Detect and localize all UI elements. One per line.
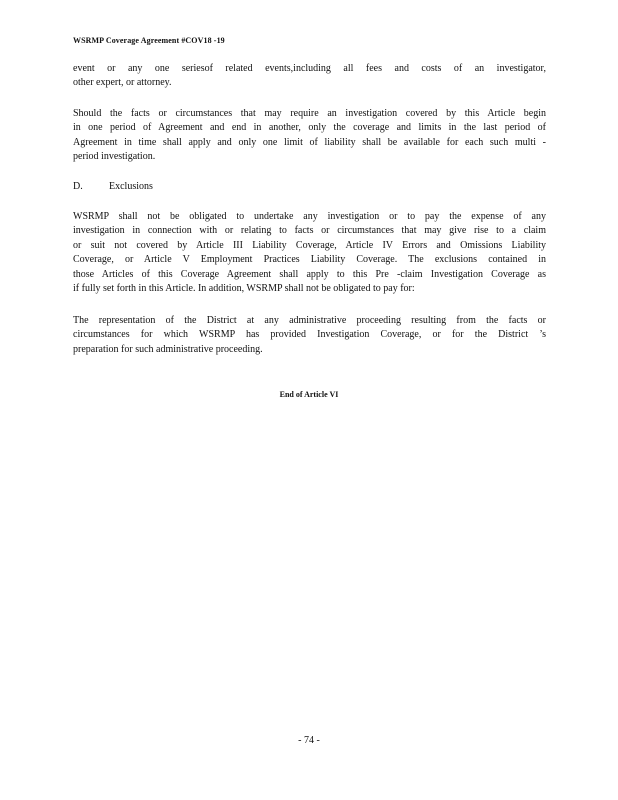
paragraph-line: investigation in connection with or relating to facts or circumstances that may give rise to a claim bbox=[73, 225, 546, 237]
paragraph-line: if fully set forth in this Article. In addition, WSRMP shall not be obligated to pay for: bbox=[73, 283, 415, 295]
section-letter: D. bbox=[73, 181, 83, 192]
paragraph-line: Coverage, or Article V Employment Practices Liability Coverage. The exclusions contained in bbox=[73, 254, 546, 266]
document-header: WSRMP Coverage Agreement #COV18 -19 bbox=[73, 36, 225, 45]
paragraph-line: preparation for such administrative proceeding. bbox=[73, 343, 263, 355]
paragraph-line: circumstances for which WSRMP has provided Investigation Coverage, or for the District ’s bbox=[73, 329, 546, 341]
paragraph-line: WSRMP shall not be obligated to undertake any investigation or to pay the expense of any bbox=[73, 211, 546, 222]
paragraph-line: event or any one seriesof related events,including all fees and costs of an investigator, bbox=[73, 63, 546, 74]
end-of-article-marker: End of Article VI bbox=[279, 390, 339, 399]
paragraph-exclusions bbox=[73, 210, 546, 296]
paragraph-line: or suit not covered by Article III Liability Coverage, Article IV Errors and Omissions Liability bbox=[73, 239, 546, 251]
paragraph-line: other expert, or attorney. bbox=[73, 77, 172, 89]
paragraph-multi-period bbox=[73, 107, 546, 165]
paragraph-representation bbox=[73, 314, 546, 357]
section-title: Exclusions bbox=[109, 181, 153, 192]
paragraph-line: period investigation. bbox=[73, 151, 156, 163]
section-heading bbox=[73, 180, 153, 194]
paragraph-line: Should the facts or circumstances that may require an investigation covered by this Article begin bbox=[73, 108, 546, 119]
page-number: - 74 - bbox=[298, 735, 320, 746]
paragraph-line: The representation of the District at any administrative proceeding resulting from the facts or bbox=[73, 315, 546, 326]
paragraph-line: in one period of Agreement and end in another, only the coverage and limits in the last period of bbox=[73, 122, 546, 134]
paragraph-line: those Articles of this Coverage Agreement shall apply to this Pre -claim Investigation Coverage as bbox=[73, 268, 546, 280]
paragraph-continuation bbox=[73, 62, 546, 91]
paragraph-line: Agreement in time shall apply and only one limit of liability shall be available for each such multi - bbox=[73, 136, 546, 148]
